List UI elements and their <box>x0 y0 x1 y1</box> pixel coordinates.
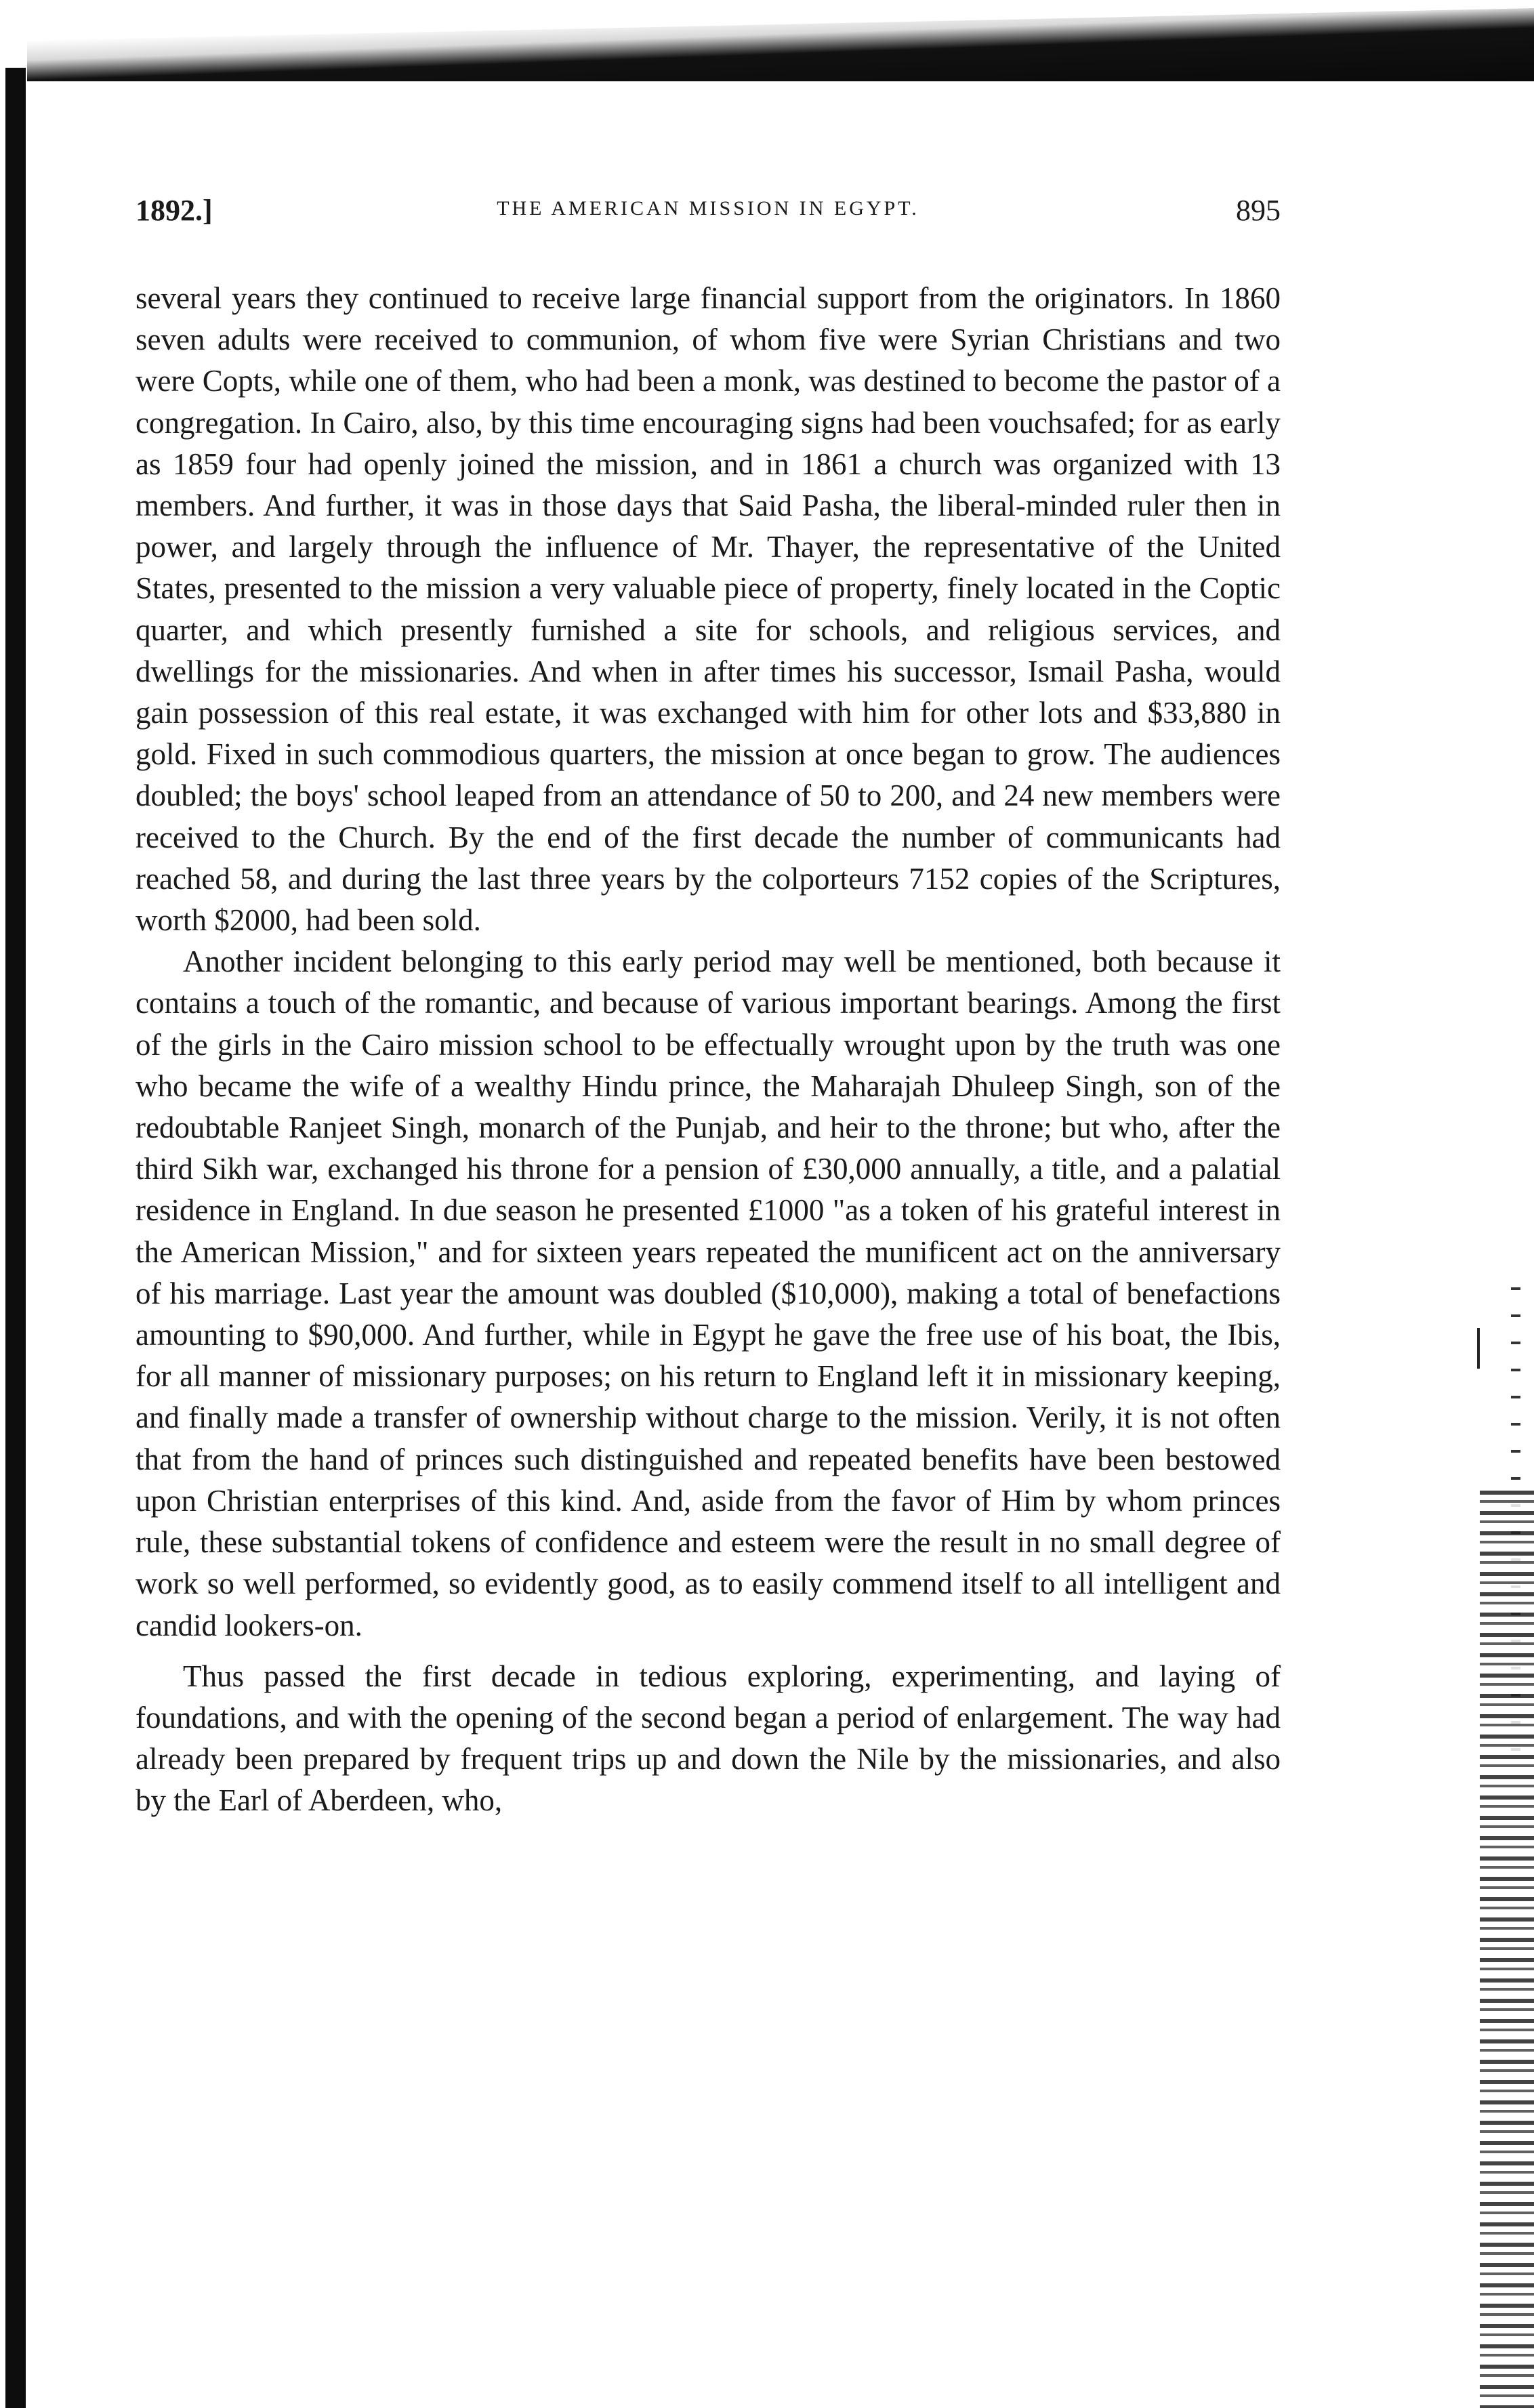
running-head <box>136 193 1281 234</box>
scan-shadow-top <box>27 0 1534 81</box>
paragraph: Another incident belonging to this early period may well be mentioned, both because it contains a touch of the romantic, and because of various important bearings. Among the first of the girls in the Cairo mission school to be effectually wrought upon by the truth was one who became the wife of a wealthy Hindu prince, the Maharajah Dhuleep Singh, son of the redoubtable Ranjeet Singh, monarch of the Punjab, and heir to the throne; but who, after the third Sikh war, exchanged his throne for a pension of £30,000 annually, a title, and a palatial residence in England. In due season he presented £1000 "as a token of his grateful interest in the American Mission," and for sixteen years repeated the munificent act on the anniversary of his marriage. Last year the amount was doubled ($10,000), making a total of benefactions amounting to $90,000. And further, while in Egypt he gave the free use of his boat, the Ibis, for all manner of missionary purposes; on his return to England left it in missionary keeping, and finally made a transfer of ownership without charge to the mission. Verily, it is not often that from the hand of princes such distinguished and repeated benefits have been bestowed upon Christian enterprises of this kind. And, aside from the favor of Him by whom princes rule, these substantial tokens of confidence and esteem were the result in no small degree of work so well performed, so evidently good, as to easily commend itself to all intelligent and candid lookers-on. <box>136 944 1281 1642</box>
paragraph-gap <box>136 1646 1281 1656</box>
scan-page-edge <box>1480 1491 1534 2408</box>
running-head-title: THE AMERICAN MISSION IN EGYPT. <box>497 197 919 220</box>
page-number: 895 <box>1236 194 1281 227</box>
paragraph: several years they continued to receive large financial support from the originators. In 1860 seven adults were received to communion, of whom five were Syrian Christians and two were Copts, while one of them, who had been a monk, was destined to become the pastor of a congregation. In Cairo, also, by this time encouraging signs had been vouchsafed; for as early as 1859 four had openly joined the mission, and in 1861 a church was organized with 13 members. And further, it was in those days that Said Pasha, the liberal-minded ruler then in power, and largely through the influence of Mr. Thayer, the representative of the United States, presented to the mission a very valuable piece of property, finely located in the Coptic quarter, and which presently furnished a site for schools, and religious services, and dwellings for the missionaries. And when in after times his successor, Ismail Pasha, would gain possession of this real estate, it was exchanged with him for other lots and $33,880 in gold. Fixed in such commodious quarters, the mission at once began to grow. The audiences doubled; the boys' school leaped from an attendance of 50 to 200, and 24 new members were received to the Church. By the end of the first decade the number of communicants had reached 58, and during the last three years by the colporteurs 7152 copies of the Scriptures, worth $2000, had been sold. <box>136 281 1281 938</box>
body-text <box>136 278 1281 1822</box>
paragraph: Thus passed the first decade in tedious exploring, experimenting, and laying of foundations, and with the opening of the second began a period of enlargement. The way had already been prepared by frequent trips up and down the Nile by the missionaries, and also by the Earl of Aberdeen, who, <box>136 1659 1281 1818</box>
running-head-year: 1892.] <box>136 194 213 227</box>
scan-binding-edge <box>5 68 26 2408</box>
margin-mark <box>1477 1328 1480 1369</box>
